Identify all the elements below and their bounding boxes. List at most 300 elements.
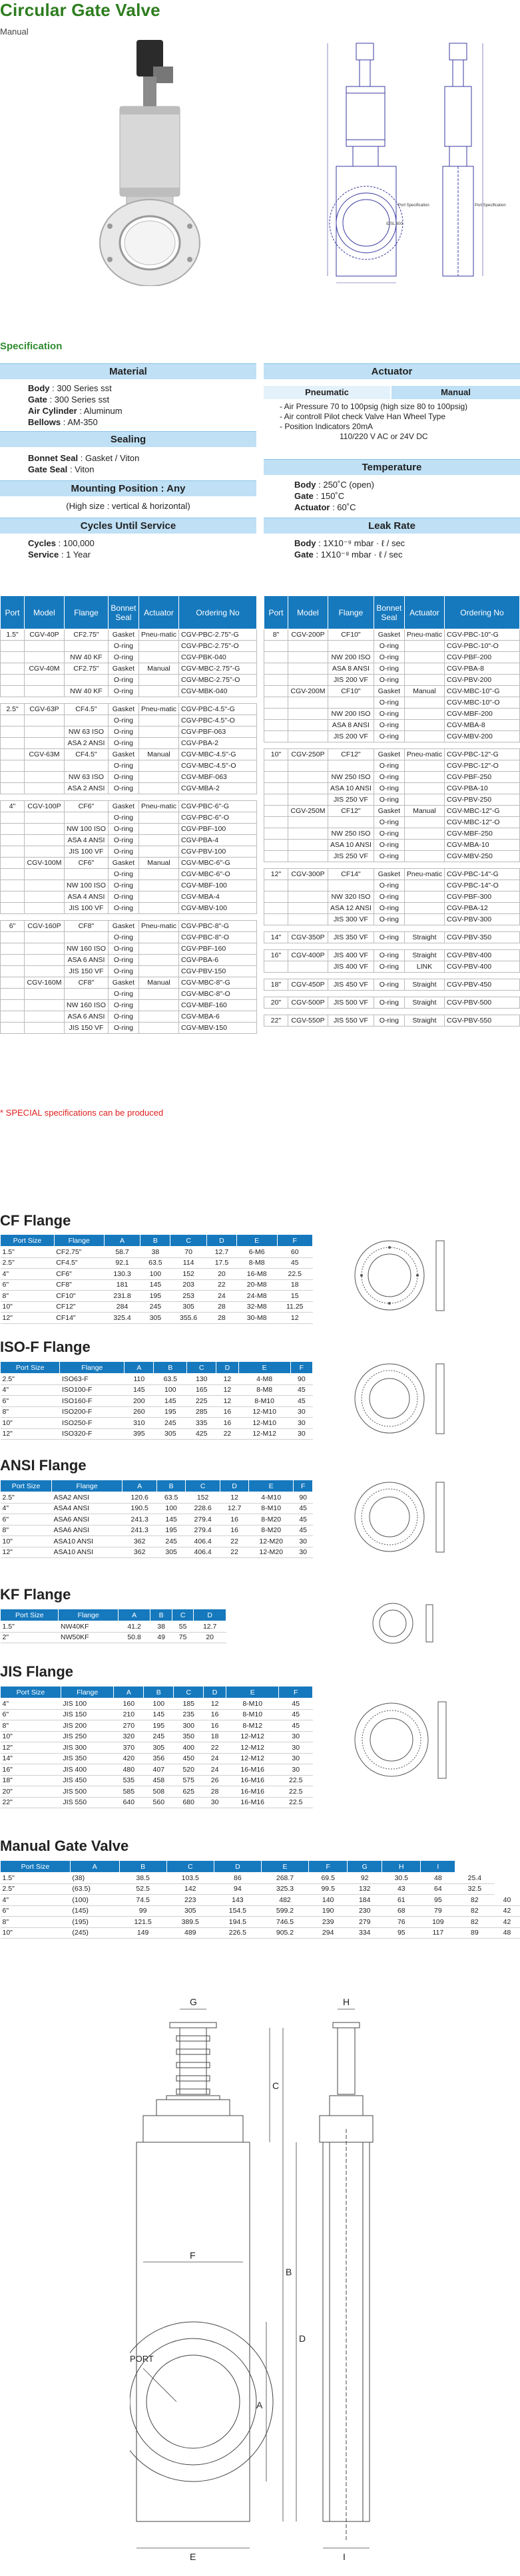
ordering-cell [25,903,65,914]
ordering-cell: CGV-PBV-300 [444,914,519,925]
ordering-cell: CGV-40P [25,629,65,641]
table-cell: 190 [309,1905,348,1917]
ordering-cell [138,760,178,772]
ordering-cell: ASA 2 ANSI [65,738,109,749]
table-cell: 28 [204,1786,226,1798]
table-row [1,1797,313,1808]
table-cell: 30 [290,1418,312,1429]
ordering-cell [288,991,328,997]
table-row [1,1525,313,1536]
ordering-cell: CF2.75" [65,663,109,675]
table-cell: 12-M12 [238,1428,290,1440]
ordering-cell [404,720,444,731]
table-cell: NW50KF [59,1632,118,1643]
table-cell: 223 [166,1895,214,1906]
ordering-row [264,663,520,675]
ordering-cell: CGV-200P [288,629,328,641]
table-cell: 8" [1,1406,60,1418]
table-cell: 284 [104,1301,140,1313]
ordering-cell: CGV-PBA-10 [444,783,519,794]
ordering-cell [138,641,178,652]
ordering-cell: CGV-160P [25,921,65,932]
ordering-cell: O-ring [374,950,404,961]
table-cell: 8" [1,1291,55,1302]
jis-flange-title: JIS Flange [0,1663,74,1680]
ordering-cell: CGV-MBV-250 [444,851,519,862]
actuator-notes [280,402,467,442]
jis-flange-drawing [353,1683,459,1796]
ordering-cell: CGV-PBC-12"-O [444,760,519,772]
table-cell: 194.5 [214,1917,261,1928]
ordering-cell [1,738,25,749]
ordering-cell: JIS 400 VF [328,961,374,973]
table-cell: 45 [294,1503,313,1514]
table-cell: 145 [140,1279,170,1291]
ordering-cell: CGV-250M [288,806,328,817]
ordering-cell [404,794,444,806]
ordering-row [264,840,520,851]
table-cell: 16 [216,1418,238,1429]
ordering-cell: NW 320 ISO [328,891,374,903]
ordering-row [264,973,520,979]
ordering-cell [138,869,178,880]
column-header: E [261,1861,308,1873]
table-cell: 149 [119,1927,166,1939]
ordering-cell [264,891,288,903]
ordering-cell: CGV-MBC-12"-O [444,817,519,828]
ordering-row [1,704,257,715]
ordering-cell: LINK [404,961,444,973]
table-cell: 18 [204,1731,226,1742]
ordering-cell: O-ring [108,1023,138,1034]
ordering-cell [1,869,25,880]
column-header: Port Size [1,1609,59,1621]
table-cell: 2" [1,1632,59,1643]
ordering-cell [404,817,444,828]
table-cell: 99.5 [309,1883,348,1895]
table-cell: 92 [348,1873,382,1884]
ordering-cell [404,675,444,686]
column-header: E [236,1235,277,1247]
table-cell: ASA6 ANSI [52,1514,123,1526]
ordering-cell: O-ring [108,772,138,783]
manual-gate-valve-drawing [130,1996,409,2568]
table-cell: 389.5 [166,1917,214,1928]
table-cell: 24 [207,1291,237,1302]
ordering-row [264,828,520,840]
ordering-cell: CGV-PBC-10"-G [444,629,519,641]
ordering-cell: JIS 350 VF [328,932,374,943]
table-cell: JIS 100 [61,1698,113,1710]
table-cell: 154.5 [214,1905,261,1917]
column-header: Flange [52,1480,123,1492]
table-cell: 99 [119,1905,166,1917]
temperature-actuator: Actuator : 60˚C [294,502,356,512]
ordering-cell: O-ring [374,641,404,652]
ordering-cell [328,925,374,932]
table-cell: 1.5" [1,1247,55,1258]
ordering-cell [1,783,25,794]
column-header: Port Size [1,1362,60,1374]
ordering-cell [288,720,328,731]
actuator-section-title: Actuator [264,363,520,379]
table-cell: 38.5 [119,1873,166,1884]
drawing-label-i: I [343,2551,346,2562]
ordering-cell [288,742,328,749]
table-row [1,1257,313,1269]
table-cell: CF10" [54,1291,104,1302]
column-header: A [70,1861,119,1873]
ordering-row [264,991,520,997]
ordering-cell [25,675,65,686]
ordering-cell: O-ring [108,738,138,749]
table-row [1,1428,313,1440]
table-cell: 535 [114,1775,144,1786]
ordering-cell: O-ring [374,720,404,731]
table-cell: 10" [1,1301,55,1313]
table-cell: 28 [207,1301,237,1313]
table-cell: 6-M6 [236,1247,277,1258]
ordering-cell [264,760,288,772]
table-row [1,1917,520,1928]
table-cell: 8-M10 [238,1396,290,1407]
ordering-cell [108,794,138,801]
ordering-row [1,783,257,794]
table-cell: 30-M8 [236,1313,277,1324]
ordering-cell: O-ring [374,932,404,943]
ordering-cell [288,891,328,903]
table-cell: ASA2 ANSI [52,1492,123,1504]
table-cell: 64 [421,1883,455,1895]
ordering-cell: CGV-100P [25,801,65,812]
drawing-label-b: B [286,2267,292,2277]
table-cell: 22.5 [279,1797,313,1808]
table-cell: 4" [1,1384,60,1396]
ordering-cell: CGV-PBC-12"-G [444,749,519,760]
ordering-cell: Pneu-matic [404,749,444,760]
col-model: Model [288,596,328,629]
column-header: H [382,1861,421,1873]
table-cell: JIS 150 [61,1709,113,1720]
ordering-cell: CGV-160M [25,977,65,989]
ordering-cell [1,943,25,955]
table-cell: 68 [382,1905,421,1917]
table-cell: 4" [1,1698,61,1710]
ordering-cell: CGV-MBF-100 [179,880,257,891]
table-cell: 625 [174,1786,204,1798]
table-cell: 38 [150,1621,172,1633]
ordering-cell: CGV-MBF-160 [179,1000,257,1011]
ordering-cell: JIS 400 VF [328,950,374,961]
ordering-cell: O-ring [374,697,404,709]
table-cell: 45 [279,1698,313,1710]
ordering-cell: CGV-PBA-4 [179,835,257,846]
table-cell: CF14" [54,1313,104,1324]
page-title: Circular Gate Valve [0,0,160,20]
ordering-cell [288,903,328,914]
ordering-cell: O-ring [374,794,404,806]
ordering-cell: Gasket [108,858,138,869]
sealing-gate: Gate Seal : Viton [28,464,95,474]
table-cell: 300 [174,1720,204,1732]
ordering-cell [25,1011,65,1023]
table-cell: 8-M10 [226,1698,278,1710]
table-cell: ISO320-F [60,1428,125,1440]
table-cell: 268.7 [261,1873,308,1884]
table-cell: 24-M8 [236,1291,277,1302]
table-cell: JIS 250 [61,1731,113,1742]
table-cell: 8-M8 [238,1384,290,1396]
ordering-cell [138,686,178,697]
table-cell: 195 [140,1291,170,1302]
ordering-row [264,806,520,817]
table-cell: 12.7 [220,1503,249,1514]
column-header: Port Size [1,1687,61,1698]
ordering-cell: O-ring [374,652,404,663]
ordering-cell [404,840,444,851]
column-header: C [186,1480,220,1492]
ordering-cell: CGV-PBV-100 [179,846,257,858]
table-cell: 200 [125,1396,154,1407]
ordering-row [264,1009,520,1015]
ordering-cell: CGV-400P [288,950,328,961]
ordering-cell: CGV-PBV-500 [444,997,519,1009]
ordering-cell [138,955,178,966]
ordering-cell [264,742,288,749]
ordering-cell [25,652,65,663]
temperature-list [294,479,374,513]
table-cell: 6" [1,1279,55,1291]
ordering-cell [404,903,444,914]
ordering-cell: Manual [138,749,178,760]
ordering-cell [1,663,25,675]
ordering-cell: CGV-PBC-8"-O [179,932,257,943]
table-cell: 52.5 [119,1883,166,1895]
table-cell: 425 [187,1428,216,1440]
ordering-cell [1,835,25,846]
ordering-cell [1,1000,25,1011]
table-cell: 12 [216,1384,238,1396]
ordering-cell: O-ring [374,828,404,840]
table-cell: 30 [279,1742,313,1754]
table-cell: 82 [455,1905,494,1917]
ordering-cell [25,726,65,738]
table-cell: (100) [70,1895,119,1906]
table-cell: 482 [261,1895,308,1906]
ordering-cell: CGV-MBC-10"-O [444,697,519,709]
table-cell: 30 [294,1536,313,1547]
table-cell: 8" [1,1720,61,1732]
table-cell: 279.4 [186,1514,220,1526]
table-cell: (195) [70,1917,119,1928]
ordering-cell [288,663,328,675]
column-header: G [348,1861,382,1873]
ordering-cell [404,914,444,925]
table-cell: JIS 300 [61,1742,113,1754]
ordering-cell [25,783,65,794]
table-row [1,1514,313,1526]
ordering-cell: 14" [264,932,288,943]
table-cell: 4-M8 [238,1374,290,1385]
ordering-cell [25,686,65,697]
ordering-row [1,663,257,675]
table-cell: 12-M10 [238,1418,290,1429]
ordering-cell: JIS 250 VF [328,794,374,806]
table-cell: ISO200-F [60,1406,125,1418]
ordering-cell [374,1009,404,1015]
table-cell: ISO63-F [60,1374,125,1385]
ordering-cell: CGV-63P [25,704,65,715]
table-cell: ASA4 ANSI [52,1503,123,1514]
ordering-row [264,880,520,891]
table-row [1,1905,520,1917]
mounting-note: (High size : vertical & horizontal) [66,501,190,511]
drawing-label-a: A [256,2400,263,2410]
table-cell: 38 [140,1247,170,1258]
table-cell: 114 [170,1257,207,1269]
table-row [1,1384,313,1396]
table-cell: 160 [114,1698,144,1710]
ordering-row [264,709,520,720]
ordering-cell: O-ring [108,891,138,903]
sealing-list [28,452,139,475]
table-cell: 30 [290,1428,312,1440]
table-row [1,1547,313,1558]
table-row [1,1742,313,1754]
ordering-cell: Manual [138,663,178,675]
column-header: D [204,1687,226,1698]
table-cell: 43 [382,1883,421,1895]
ordering-cell [25,932,65,943]
ordering-cell [138,738,178,749]
manual-gate-valve-table [0,1860,520,1939]
ordering-cell [288,943,328,950]
ordering-table-header-row [264,596,520,629]
ordering-cell [374,943,404,950]
table-row [1,1764,313,1776]
table-cell: 203 [170,1279,207,1291]
ordering-cell [179,697,257,704]
ordering-cell: CF12" [328,806,374,817]
ordering-cell: CF10" [328,686,374,697]
gate-valve-technical-drawing [320,40,506,286]
table-cell: 86 [214,1873,261,1884]
ordering-cell [288,783,328,794]
table-cell: 42 [494,1917,520,1928]
ordering-cell: CGV-PBC-4.5"-O [179,715,257,726]
ordering-table-right [264,595,520,1027]
ordering-row [264,629,520,641]
table-cell: 75 [172,1632,194,1643]
table-cell: 12.7 [194,1621,226,1633]
table-cell: 130.3 [104,1269,140,1280]
ordering-cell [65,989,109,1000]
ordering-cell [404,880,444,891]
ordering-cell [1,641,25,652]
ordering-row [264,914,520,925]
ordering-row [264,749,520,760]
ordering-cell: Gasket [374,629,404,641]
table-cell: 12-M10 [238,1406,290,1418]
table-cell: 12 [204,1698,226,1710]
ordering-cell [138,783,178,794]
col-bonnet-seal: Bonnet Seal [108,596,138,629]
ordering-cell: CGV-PBC-10"-O [444,641,519,652]
table-cell: 30 [279,1764,313,1776]
ordering-cell: JIS 200 VF [328,675,374,686]
table-cell: 30 [290,1406,312,1418]
drawing-label-e: E [190,2551,196,2562]
ordering-cell [25,955,65,966]
table-header-row [1,1609,226,1621]
table-cell: 63.5 [157,1492,186,1504]
table-cell: 4" [1,1503,52,1514]
ordering-cell [404,652,444,663]
ordering-cell: Gasket [108,749,138,760]
table-cell: 82 [455,1895,494,1906]
ordering-cell [264,1009,288,1015]
ordering-cell: 10" [264,749,288,760]
table-cell: 195 [157,1525,186,1536]
ordering-cell: Straight [404,950,444,961]
ordering-cell [1,977,25,989]
table-cell: 12 [220,1492,249,1504]
ordering-cell: ASA 6 ANSI [65,1011,109,1023]
ordering-cell: NW 63 ISO [65,772,109,783]
ordering-cell: O-ring [108,726,138,738]
ordering-cell: CGV-PBV-350 [444,932,519,943]
cycles-section-title: Cycles Until Service [0,518,256,534]
ordering-cell: NW 63 ISO [65,726,109,738]
table-cell: 22 [204,1742,226,1754]
table-row [1,1396,313,1407]
table-cell: JIS 550 [61,1797,113,1808]
ordering-cell: NW 160 ISO [65,1000,109,1011]
ordering-cell: O-ring [108,1011,138,1023]
drawing-label-g: G [190,1997,197,2007]
ordering-cell: CGV-MBF-063 [179,772,257,783]
ordering-cell [138,846,178,858]
ordering-cell [1,858,25,869]
ordering-cell: CGV-PBC-6"-O [179,812,257,824]
ordering-cell [1,955,25,966]
ordering-row [1,903,257,914]
ordering-row [264,950,520,961]
ordering-row [264,742,520,749]
table-cell: 230 [348,1905,382,1917]
table-cell: 4" [1,1895,71,1906]
table-cell: 30 [204,1797,226,1808]
table-cell: 228.6 [186,1503,220,1514]
ordering-row [264,979,520,991]
table-cell: 195 [144,1720,174,1732]
ordering-cell: Gasket [374,806,404,817]
table-cell: 16 [216,1406,238,1418]
table-cell: 16 [220,1514,249,1526]
ordering-cell [138,989,178,1000]
ordering-cell: O-ring [108,675,138,686]
table-cell: 195 [154,1406,187,1418]
ordering-cell: CGV-PBC-2.75"-O [179,641,257,652]
column-header: C [170,1235,207,1247]
table-cell: 69.5 [309,1873,348,1884]
ordering-cell [404,772,444,783]
ordering-cell [288,709,328,720]
ordering-cell [374,742,404,749]
table-row [1,1632,226,1643]
ordering-cell: JIS 100 VF [65,846,109,858]
column-header: A [104,1235,140,1247]
